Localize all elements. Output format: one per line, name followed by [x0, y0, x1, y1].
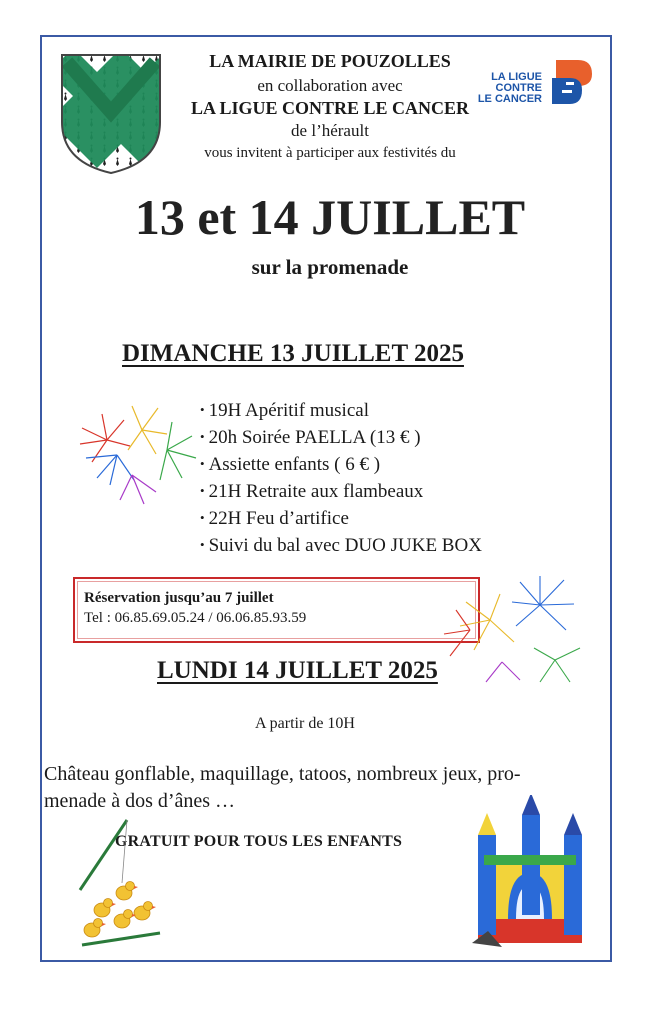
ligue-logo-line3: LE CANCER	[477, 93, 542, 105]
header-herault: de l’hérault	[291, 121, 369, 140]
list-item: • Suivi du bal avec DUO JUKE BOX	[200, 532, 540, 559]
bouncy-castle-icon	[468, 795, 588, 955]
monday-heading: LUNDI 14 JUILLET 2025	[157, 657, 438, 684]
list-item: • Assiette enfants ( 6 € )	[200, 451, 540, 478]
monday-activities: Château gonflable, maquillage, tatoos, nombreux jeux, pro-menade à dos d’ânes …	[44, 763, 521, 812]
fireworks-icon	[72, 400, 202, 510]
subtitle: sur la promenade	[251, 255, 409, 279]
header-mairie: LA MAIRIE DE POUZOLLES	[209, 51, 451, 71]
sunday-program-list	[200, 397, 540, 559]
reservation-deadline: Réservation jusqu’au 7 juillet	[84, 590, 274, 606]
list-item: • 20h Soirée PAELLA (13 € )	[200, 424, 540, 451]
header-invitation: vous invitent à participer aux festivités du	[204, 145, 456, 161]
reservation-phones: Tel : 06.85.69.05.24 / 06.06.85.93.59	[84, 610, 307, 626]
ligue-logo-line1: LA LIGUE	[491, 71, 542, 83]
header-ligue: LA LIGUE CONTRE LE CANCER	[190, 98, 470, 118]
free-for-children-banner: GRATUIT POUR TOUS LES ENFANTS	[115, 833, 403, 850]
header-collaboration: en collaboration avec	[257, 76, 403, 95]
ligue-contre-le-cancer-logo	[477, 56, 594, 108]
sunday-heading: DIMANCHE 13 JUILLET 2025	[122, 340, 464, 367]
fireworks-icon	[430, 570, 590, 690]
list-item: • 19H Apéritif musical	[200, 397, 540, 424]
fishing-ducks-icon	[72, 815, 167, 965]
page-title: 13 et 14 JUILLET	[134, 189, 526, 245]
reservation-box	[73, 577, 480, 643]
monday-start-time: A partir de 10H	[255, 715, 355, 732]
list-item: • 21H Retraite aux flambeaux	[200, 478, 540, 505]
ligue-logo-line2: CONTRE	[495, 82, 542, 94]
list-item: • 22H Feu d’artifice	[200, 505, 540, 532]
coat-of-arms-icon	[59, 52, 163, 176]
ligue-emblem-icon	[548, 56, 594, 108]
